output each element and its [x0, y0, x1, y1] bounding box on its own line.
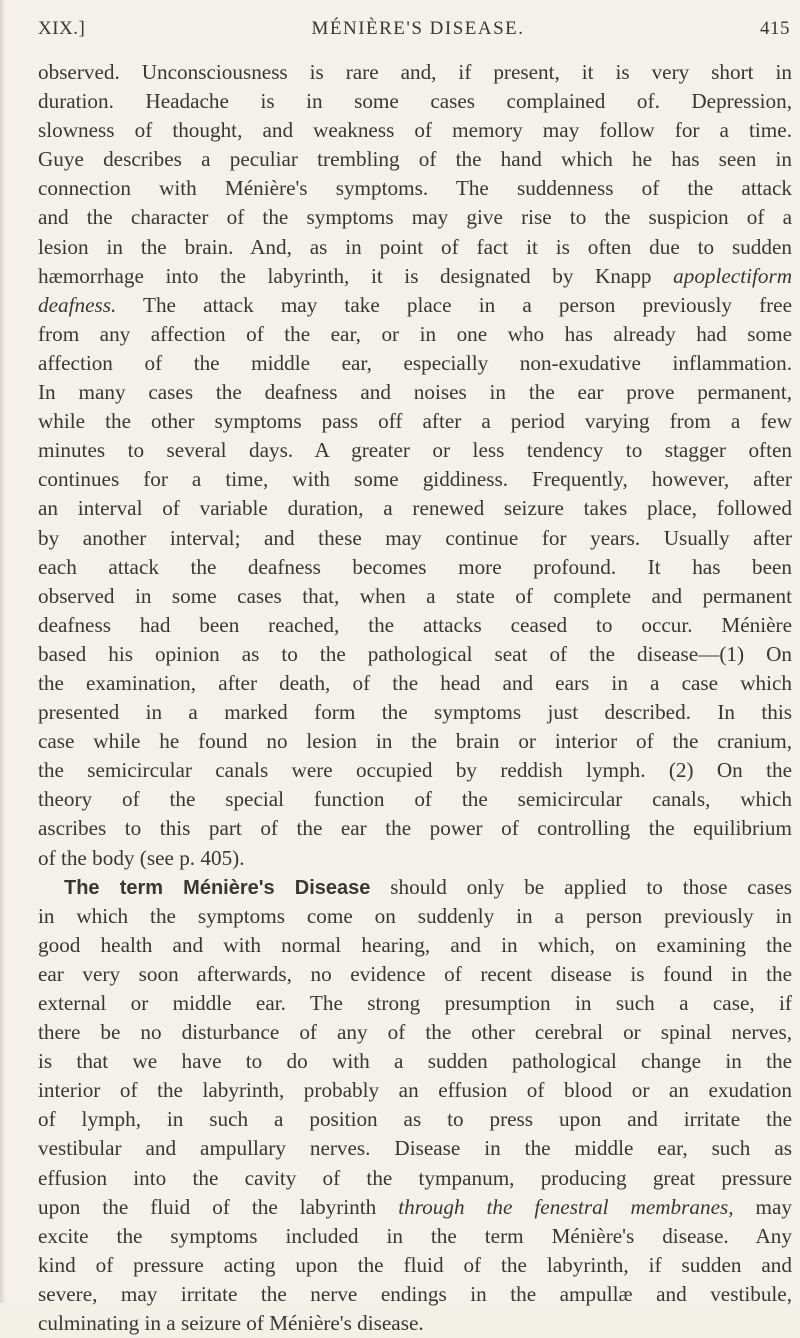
text-run: hæmorrhage into the labyrinth, it is designated by Knapp	[38, 263, 674, 288]
text-run: good health and with normal hearing, and in which, on examining the	[38, 932, 792, 957]
text-run: case while he found no lesion in the brain or interior of the cranium,	[38, 729, 792, 754]
text-run: continues for a time, with some giddiness. Frequently, however, after	[38, 467, 792, 492]
text-line	[38, 465, 792, 494]
text-line	[38, 844, 792, 873]
text-run: should only be applied to those cases	[370, 874, 792, 899]
text-line	[38, 989, 792, 1018]
text-run: the semicircular canals were occupied by reddish lymph. (2) On the	[38, 758, 792, 783]
text-run: excite the symptoms included in the term Ménière's disease. Any	[38, 1223, 792, 1248]
text-run: there be no disturbance of any of the other cerebral or spinal nerves,	[38, 1020, 792, 1045]
text-run: lesion in the brain. And, as in point of fact it is often due to sudden	[38, 234, 792, 259]
body-text	[38, 58, 792, 1338]
text-line	[38, 262, 792, 291]
text-line	[38, 1222, 792, 1251]
running-title: MÉNIÈRE'S DISEASE.	[311, 18, 525, 39]
text-line	[38, 291, 792, 320]
text-run: slowness of thought, and weakness of memory may follow for a time.	[38, 118, 792, 143]
text-run: severe, may irritate the nerve endings in the ampullæ and vestibule,	[38, 1281, 792, 1306]
text-run: observed in some cases that, when a state of complete and permanent	[38, 583, 792, 608]
text-line	[38, 1018, 792, 1047]
chapter-number: XIX.]	[38, 18, 86, 39]
text-run: by another interval; and these may continue for years. Usually after	[38, 525, 792, 550]
text-line	[38, 145, 792, 174]
italic-text: deafness.	[38, 292, 117, 317]
text-line	[38, 378, 792, 407]
text-line	[38, 1047, 792, 1076]
text-line	[38, 494, 792, 523]
text-run: of lymph, in such a position as to press upon and irritate the	[38, 1107, 792, 1132]
text-line	[38, 873, 792, 902]
section-heading: The term Ménière's Disease	[64, 876, 371, 899]
text-line	[38, 1309, 792, 1338]
running-header	[38, 18, 790, 46]
text-run: ear very soon afterwards, no evidence of recent disease is found in the	[38, 961, 792, 986]
text-line	[38, 87, 792, 116]
text-run: upon the fluid of the labyrinth	[38, 1194, 399, 1219]
text-run: connection with Ménière's symptoms. The suddenness of the attack	[38, 176, 792, 201]
text-run: deafness had been reached, the attacks ceased to occur. Ménière	[38, 612, 792, 637]
text-run: vestibular and ampullary nerves. Disease in the middle ear, such as	[38, 1136, 792, 1161]
italic-text: apoplectiform	[673, 263, 792, 288]
text-run: kind of pressure acting upon the fluid of the labyrinth, if sudden and	[38, 1252, 792, 1277]
text-line	[38, 582, 792, 611]
text-line	[38, 1193, 792, 1222]
text-line	[38, 960, 792, 989]
text-run: each attack the deafness becomes more profound. It has been	[38, 554, 792, 579]
text-run: culminating in a seizure of Ménière's disease.	[38, 1311, 424, 1336]
text-run: an interval of variable duration, a renewed seizure takes place, followed	[38, 496, 792, 521]
text-run: The attack may take place in a person previously free	[116, 292, 792, 317]
text-line	[38, 1280, 792, 1309]
italic-text: through the fenestral membranes,	[398, 1194, 734, 1219]
text-run: interior of the labyrinth, probably an effusion of blood or an exudation	[38, 1078, 792, 1103]
text-run: theory of the special function of the semicircular canals, which	[38, 787, 792, 812]
text-run: based his opinion as to the pathological seat of the disease—(1) On	[38, 641, 792, 666]
text-line	[38, 203, 792, 232]
text-run: while the other symptoms pass off after a period varying from a few	[38, 409, 792, 434]
text-run: may	[733, 1194, 792, 1219]
text-run: In many cases the deafness and noises in the ear prove permanent,	[38, 380, 792, 405]
text-line	[38, 1105, 792, 1134]
text-run: of the body (see p. 405).	[38, 845, 245, 870]
text-line	[38, 1164, 792, 1193]
text-run: the examination, after death, of the head and ears in a case which	[38, 670, 792, 695]
text-line	[38, 1134, 792, 1163]
text-run: observed. Unconsciousness is rare and, if present, it is very short in	[38, 60, 792, 84]
page-number: 415	[760, 18, 790, 39]
text-run: duration. Headache is in some cases complained of. Depression,	[38, 89, 792, 114]
text-run: presented in a marked form the symptoms just described. In this	[38, 700, 792, 725]
text-run: ascribes to this part of the ear the power of controlling the equilibrium	[38, 816, 792, 841]
text-line	[38, 640, 792, 669]
text-line	[38, 756, 792, 785]
text-line	[38, 902, 792, 931]
text-line	[38, 553, 792, 582]
text-run: Guye describes a peculiar trembling of the hand which he has seen in	[38, 147, 792, 172]
text-run: is that we have to do with a sudden pathological change in the	[38, 1049, 792, 1074]
text-line	[38, 320, 792, 349]
text-line	[38, 58, 792, 87]
text-line	[38, 669, 792, 698]
text-run: affection of the middle ear, especially non-exudative inflammation.	[38, 350, 792, 375]
text-line	[38, 116, 792, 145]
text-line	[38, 174, 792, 203]
text-line	[38, 931, 792, 960]
text-line	[38, 785, 792, 814]
text-run: effusion into the cavity of the tympanum, producing great pressure	[38, 1165, 792, 1190]
text-run: from any affection of the ear, or in one who has already had some	[38, 321, 792, 346]
text-line	[38, 1251, 792, 1280]
text-line	[38, 698, 792, 727]
text-run: and the character of the symptoms may give rise to the suspicion of a	[38, 205, 792, 230]
text-run: minutes to several days. A greater or less tendency to stagger often	[38, 438, 792, 463]
text-line	[38, 611, 792, 640]
text-line	[38, 727, 792, 756]
text-run: in which the symptoms come on suddenly in a person previously in	[38, 903, 792, 928]
text-line	[38, 407, 792, 436]
text-line	[38, 436, 792, 465]
page-gutter-shadow	[0, 0, 6, 1303]
text-line	[38, 233, 792, 262]
text-run: external or middle ear. The strong presumption in such a case, if	[38, 991, 792, 1015]
text-line	[38, 524, 792, 553]
text-line	[38, 1076, 792, 1105]
text-line	[38, 814, 792, 843]
text-line	[38, 349, 792, 378]
